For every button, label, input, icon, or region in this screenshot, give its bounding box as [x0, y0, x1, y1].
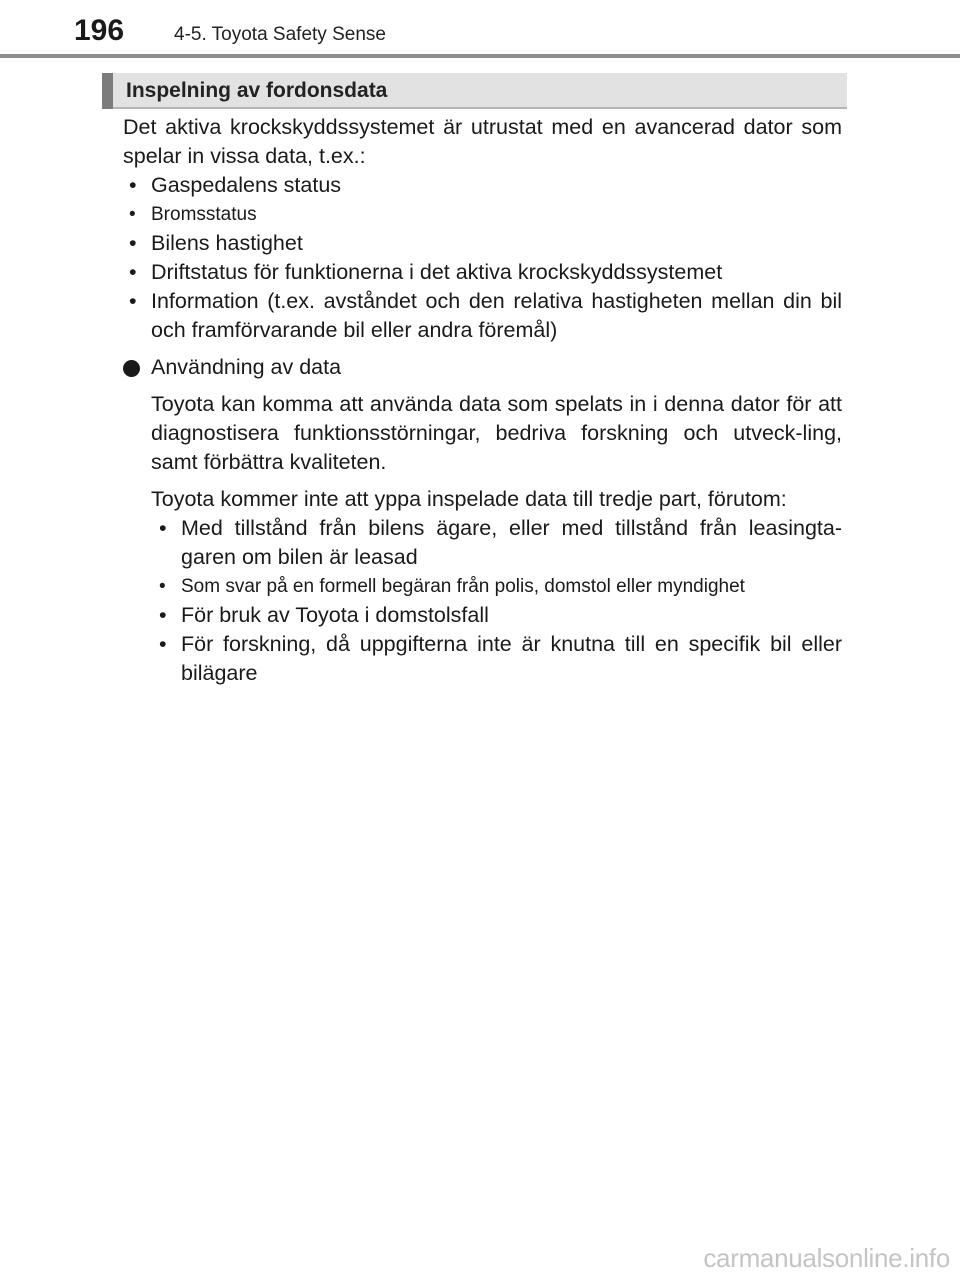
usage-body: [123, 390, 842, 688]
intro-paragraph: Det aktiva krockskyddssystemet är utrustat med en avancerad dator som spelar in vissa data, t.ex.:: [123, 115, 842, 168]
heading-title: Inspelning av fordonsdata: [126, 79, 388, 102]
usage-title: Användning av data: [151, 355, 342, 379]
page-content: [123, 113, 842, 688]
list-item: • Bromsstatus: [123, 200, 842, 229]
header-rule: [0, 54, 960, 58]
disclosure-paragraph: Toyota kommer inte att yppa inspelade data till tredje part, förutom:: [151, 487, 787, 511]
site-watermark: carmanualsonline.info: [703, 1243, 950, 1273]
list-item: • Gaspedalens status: [123, 171, 842, 200]
list-item: • Som svar på en formell begäran från polis, domstol eller myndighet: [153, 572, 842, 601]
usage-section-title: [123, 353, 842, 382]
heading-accent-bar: [102, 73, 113, 109]
page-number: 196: [74, 14, 125, 47]
list-item: • Med tillstånd från bilens ägare, eller med tillstånd från leasingta-garen om bilen är leasad: [153, 514, 842, 572]
section-heading: [102, 73, 847, 109]
page-header: [0, 0, 960, 58]
recorded-data-list: [123, 171, 842, 345]
exception-list: [153, 514, 842, 688]
list-item: • Bilens hastighet: [123, 229, 842, 258]
list-item: • Information (t.ex. avståndet och den relativa hastigheten mellan din bil och framförvarande bil eller andra föremål): [123, 287, 842, 345]
usage-paragraph: Toyota kan komma att använda data som spelats in i denna dator för att diagnostisera funktionsstörningar, bedriva forskning och utveck-ling, samt förbättra kvaliteten.: [151, 392, 842, 474]
list-item: • För forskning, då uppgifterna inte är knutna till en specifik bil eller bilägare: [153, 630, 842, 688]
section-label: 4-5. Toyota Safety Sense: [174, 24, 386, 45]
list-item: • För bruk av Toyota i domstolsfall: [153, 601, 842, 630]
filled-circle-icon: [123, 360, 140, 377]
list-item: • Driftstatus för funktionerna i det aktiva krockskyddssystemet: [123, 258, 842, 287]
